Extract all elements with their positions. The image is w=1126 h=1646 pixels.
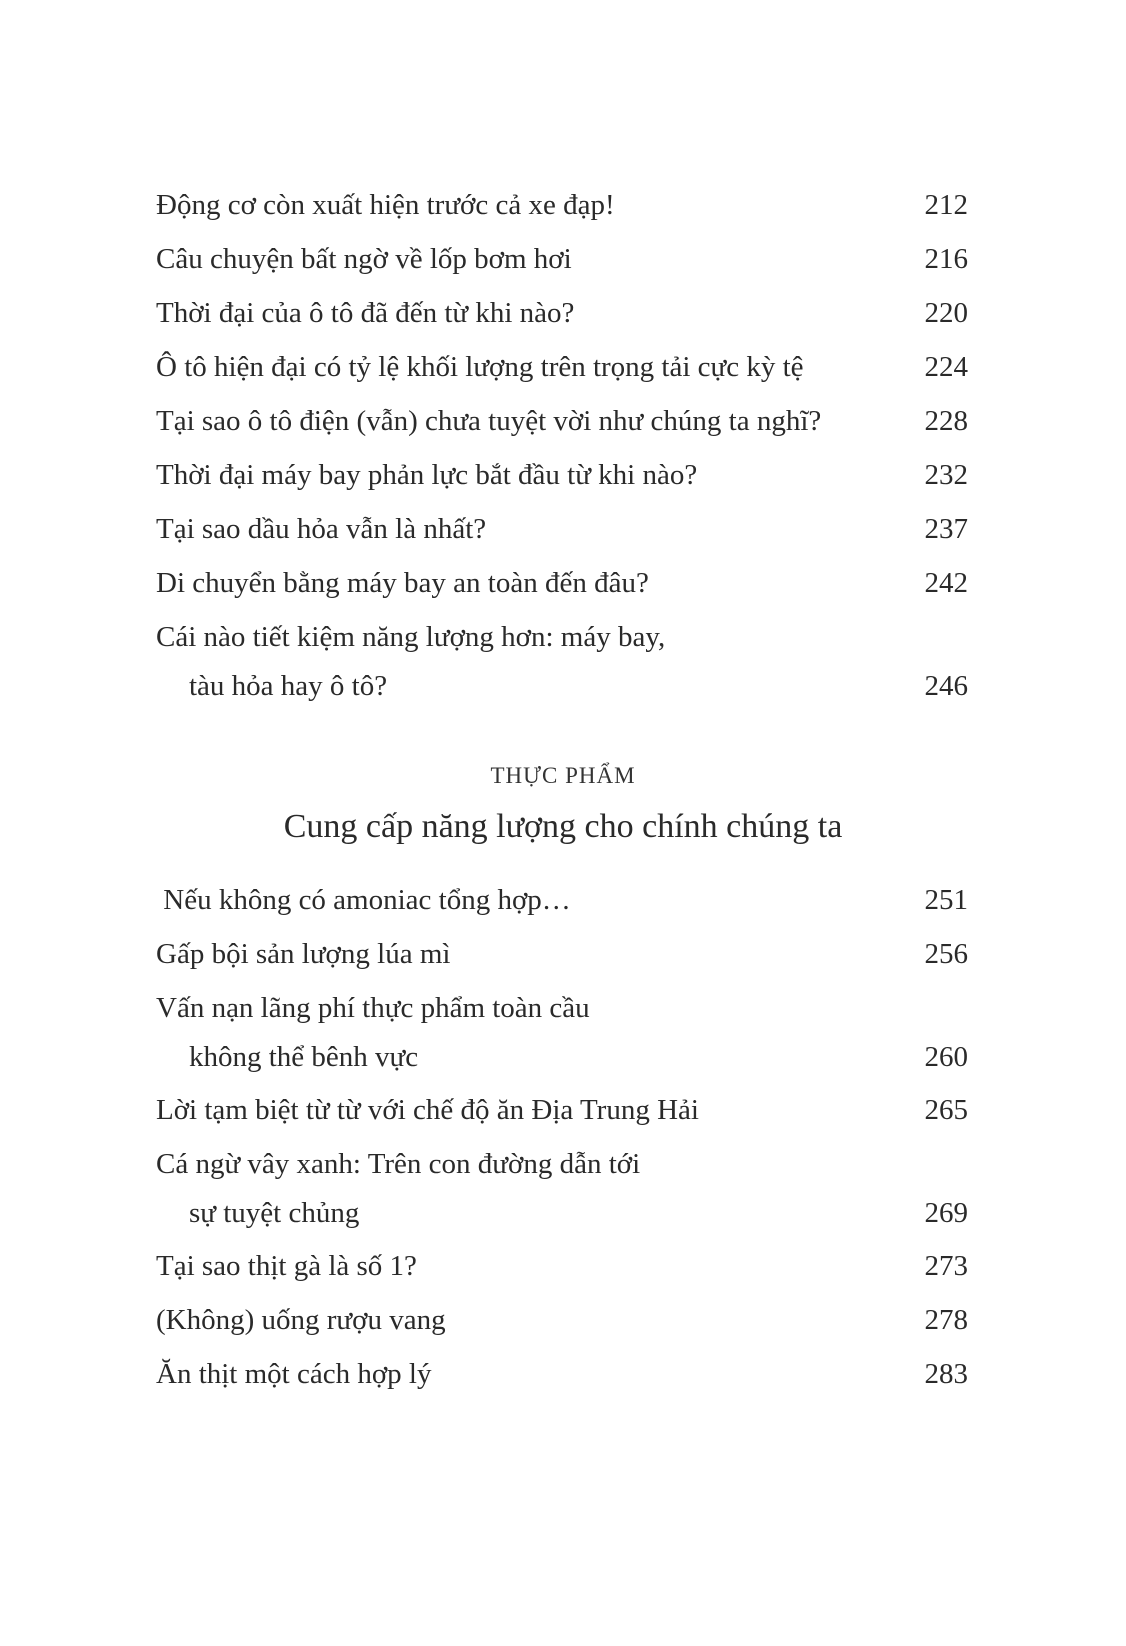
toc-entry-page: 242 [924, 567, 968, 599]
toc-entry [156, 569, 968, 599]
toc-entry [156, 1360, 968, 1390]
toc-entry-page: 278 [924, 1304, 968, 1336]
toc-entry-title: Di chuyển bằng máy bay an toàn đến đâu? [156, 567, 649, 599]
toc-entry [156, 994, 968, 1074]
toc-entry-page: 251 [924, 884, 968, 916]
toc-entry [156, 1252, 968, 1282]
toc-entry-page: 237 [924, 513, 968, 545]
toc-entry-title: Lời tạm biệt từ từ với chế độ ăn Địa Trung Hải [156, 1094, 699, 1126]
toc-entry-title-continued: tàu hỏa hay ô tô? [189, 670, 388, 702]
toc-entry [156, 623, 968, 703]
toc-entry [156, 886, 968, 916]
toc-entry [156, 299, 968, 329]
toc-entry-page: 246 [924, 670, 968, 702]
toc-entry-title: Thời đại máy bay phản lực bắt đầu từ khi nào? [156, 459, 698, 491]
toc-entry-page: 224 [924, 351, 968, 383]
toc-entry [156, 191, 968, 221]
toc-entry-title: Nếu không có amoniac tổng hợp… [156, 884, 571, 916]
section-kicker: THỰC PHẨM [490, 763, 636, 788]
toc-entry [156, 1150, 968, 1230]
toc-entry-page: 273 [924, 1250, 968, 1282]
toc-entry-title: Động cơ còn xuất hiện trước cả xe đạp! [156, 189, 615, 221]
toc-entry [156, 407, 968, 437]
toc-entry-title: Cái nào tiết kiệm năng lượng hơn: máy bay, [156, 621, 666, 653]
section-title: Cung cấp năng lượng cho chính chúng ta [283, 808, 843, 845]
toc-entry-page: 232 [924, 459, 968, 491]
toc-entry-page: 220 [924, 297, 968, 329]
toc-entry-title: Gấp bội sản lượng lúa mì [156, 938, 451, 970]
toc-entry-title: Cá ngừ vây xanh: Trên con đường dẫn tới [156, 1148, 641, 1180]
toc-entry-title: Câu chuyện bất ngờ về lốp bơm hơi [156, 243, 572, 275]
toc-entry [156, 1096, 968, 1126]
toc-entry-page: 212 [924, 189, 968, 221]
toc-entry [156, 515, 968, 545]
toc-entry-title: Tại sao ô tô điện (vẫn) chưa tuyệt vời như chúng ta nghĩ? [156, 405, 822, 437]
toc-entry-title-continued: không thể bênh vực [189, 1041, 419, 1073]
toc-entry [156, 461, 968, 491]
toc-entry-page: 256 [924, 938, 968, 970]
toc-entry-page: 283 [924, 1358, 968, 1390]
toc-entry-page: 265 [924, 1094, 968, 1126]
toc-entry-title-continued: sự tuyệt chủng [189, 1197, 360, 1229]
toc-entry-page: 269 [924, 1197, 968, 1229]
toc-entry [156, 245, 968, 275]
toc-entry-title: Vấn nạn lãng phí thực phẩm toàn cầu [156, 992, 590, 1024]
toc-entry [156, 353, 968, 383]
toc-entry-title: Ô tô hiện đại có tỷ lệ khối lượng trên trọng tải cực kỳ tệ [156, 351, 804, 383]
toc-entry-title: Tại sao thịt gà là số 1? [156, 1250, 417, 1282]
toc-entry-title: Tại sao dầu hỏa vẫn là nhất? [156, 513, 487, 545]
toc-entry-title: (Không) uống rượu vang [156, 1304, 446, 1336]
toc-entry-page: 228 [924, 405, 968, 437]
toc-entry-page: 260 [924, 1041, 968, 1073]
toc-entry [156, 1306, 968, 1336]
toc-entry-title: Ăn thịt một cách hợp lý [156, 1358, 432, 1390]
toc-entry-page: 216 [924, 243, 968, 275]
toc-entry-title: Thời đại của ô tô đã đến từ khi nào? [156, 297, 575, 329]
toc-entry [156, 940, 968, 970]
